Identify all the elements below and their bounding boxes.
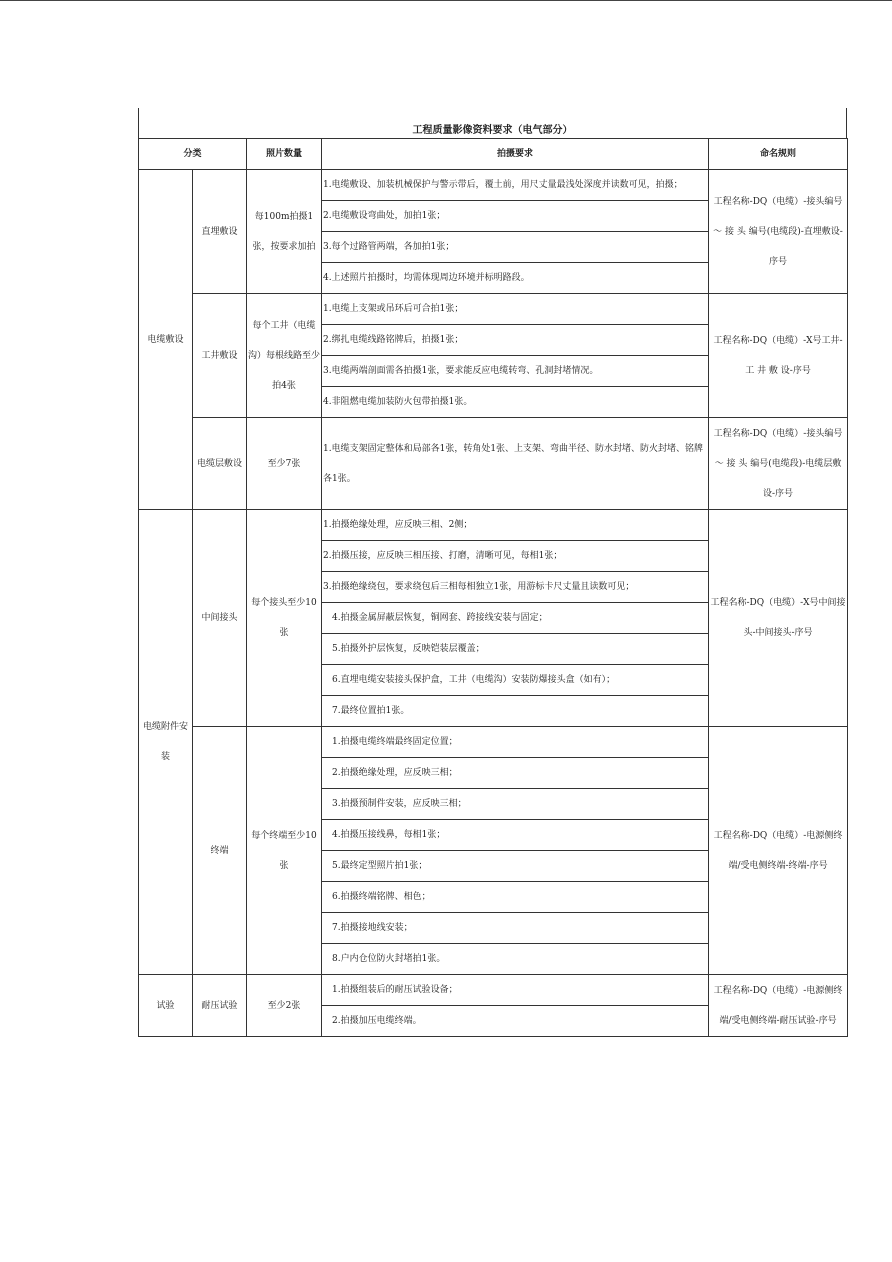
req-item: 3.拍摄绝缘绕包，要求绕包后三相每相独立1张，用游标卡尺丈量且读数可见； [322,572,709,603]
req-item: 4.非阻燃电缆加装防火包带拍摄1张。 [322,387,709,418]
page-title: 工程质量影像资料要求（电气部分） [138,108,847,138]
document [138,108,847,1037]
req-item: 5.拍摄外护层恢复，反映铠装层覆盖； [322,634,709,665]
req-item: 6.直埋电缆安装接头保护盒，工井（电缆沟）安装防爆接头盒（如有）； [322,665,709,696]
group-accessory-install: 电缆附件安装 [139,510,193,975]
count-direct-burial: 每100m拍摄1张，按要求加拍 [247,170,322,294]
req-item: 5.最终定型照片拍1张； [322,851,709,882]
naming-well-laying: 工程名称-DQ（电缆）-X号工井-工 井 敷 设-序号 [709,294,848,418]
naming-middle-joint: 工程名称-DQ（电缆）-X号中间接头-中间接头-序号 [709,510,848,727]
sub-direct-burial: 直埋敷设 [193,170,247,294]
naming-layer-laying: 工程名称-DQ（电缆）-接头编号～ 接 头 编号(电缆段)-电缆层敷设-序号 [709,418,848,510]
req-item: 2.拍摄绝缘处理，应反映三相； [322,758,709,789]
req-item: 8.户内仓位防火封堵拍1张。 [322,944,709,975]
top-rule [0,0,892,1]
header-naming: 命名规则 [709,139,848,170]
group-test: 试验 [139,975,193,1037]
count-terminal: 每个终端至少10张 [247,727,322,975]
req-item: 3.每个过路管两端，各加拍1张； [322,232,709,263]
sub-layer-laying: 电缆层敷设 [193,418,247,510]
req-item: 3.电缆两端剖面需各拍摄1张，要求能反应电缆转弯、孔洞封堵情况。 [322,356,709,387]
count-middle-joint: 每个接头至少10张 [247,510,322,727]
table-row [139,418,848,510]
req-item: 6.拍摄终端铭牌、相色； [322,882,709,913]
naming-hv-test: 工程名称-DQ（电缆）-电源侧终端/受电侧终端-耐压试验-序号 [709,975,848,1037]
table-row [139,975,848,1006]
req-item: 1.电缆上支架或吊环后可合拍1张； [322,294,709,325]
table-row [139,170,848,201]
table-row [139,727,848,758]
count-layer-laying: 至少7张 [247,418,322,510]
sub-middle-joint: 中间接头 [193,510,247,727]
req-item: 2.绑扎电缆线路铭牌后，拍摄1张； [322,325,709,356]
header-row [139,139,848,170]
requirements-table [138,138,848,1037]
req-item: 3.拍摄预制件安装，应反映三相； [322,789,709,820]
table-row [139,510,848,541]
req-item: 4.上述照片拍摄时，均需体现周边环境并标明路段。 [322,263,709,294]
sub-terminal: 终端 [193,727,247,975]
table-row [139,294,848,325]
naming-terminal: 工程名称-DQ（电缆）-电源侧终端/受电侧终端-终端-序号 [709,727,848,975]
req-item: 2.拍摄压接，应反映三相压接、打磨，清晰可见，每相1张； [322,541,709,572]
req-item: 1.拍摄组装后的耐压试验设备； [322,975,709,1006]
count-well-laying: 每个工井（电缆沟）每根线路至少拍4张 [247,294,322,418]
req-item: 2.拍摄加压电缆终端。 [322,1006,709,1037]
header-count: 照片数量 [247,139,322,170]
header-category: 分类 [139,139,247,170]
group-cable-laying: 电缆敷设 [139,170,193,510]
req-item: 7.最终位置拍1张。 [322,696,709,727]
count-hv-test: 至少2张 [247,975,322,1037]
header-req: 拍摄要求 [322,139,709,170]
sub-hv-test: 耐压试验 [193,975,247,1037]
req-item: 1.电缆敷设、加装机械保护与警示带后，覆土前，用尺丈量最浅处深度并读数可见，拍摄； [322,170,709,201]
req-item: 4.拍摄压接线鼻，每相1张； [322,820,709,851]
req-item: 1.拍摄绝缘处理，应反映三相、2侧； [322,510,709,541]
naming-direct-burial: 工程名称-DQ（电缆）-接头编号 ～ 接 头 编号(电缆段)-直埋敷设-序号 [709,170,848,294]
req-item: 7.拍摄接地线安装； [322,913,709,944]
req-item: 1.拍摄电缆终端最终固定位置； [322,727,709,758]
req-item: 1.电缆支架固定整体和局部各1张，转角处1张、上支架、弯曲半径、防水封堵、防火封堵、铭牌各1张。 [322,418,709,510]
req-item: 2.电缆敷设弯曲处，加拍1张； [322,201,709,232]
sub-well-laying: 工井敷设 [193,294,247,418]
req-item: 4.拍摄金属屏蔽层恢复，铜网套、跨接线安装与固定； [322,603,709,634]
